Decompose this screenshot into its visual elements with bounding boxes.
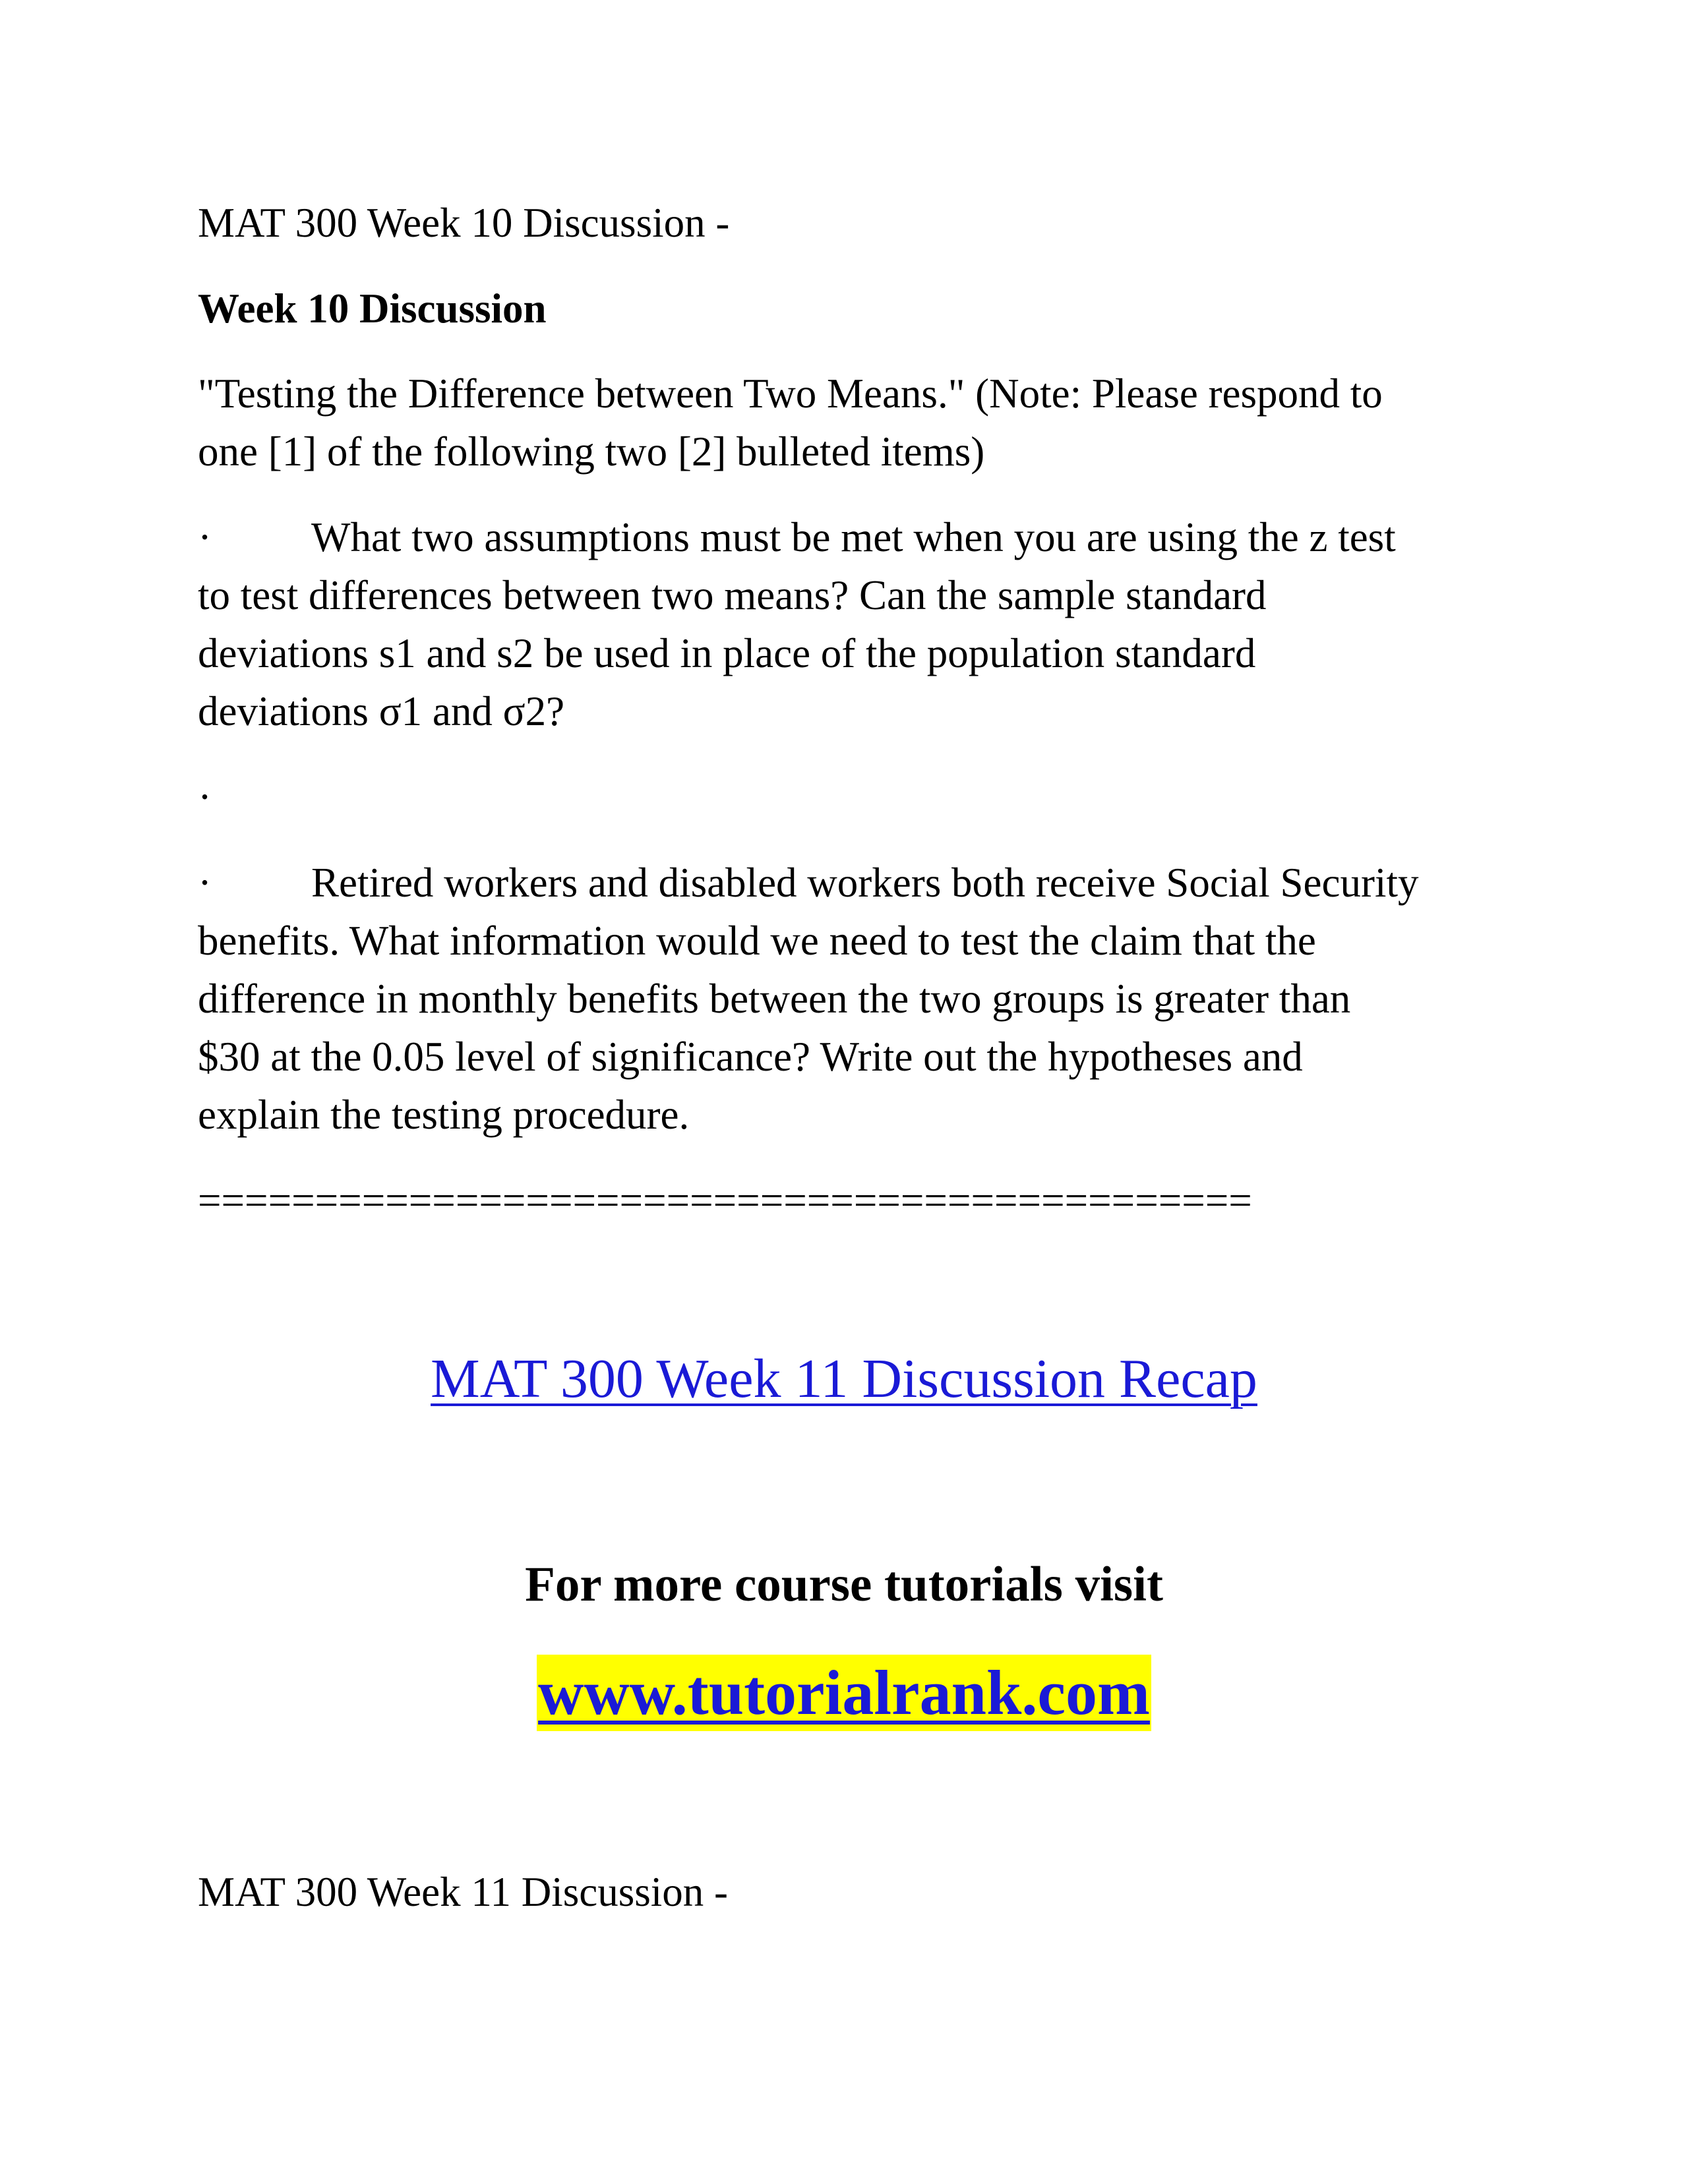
- promo-text: For more course tutorials visit: [525, 1557, 1163, 1612]
- bullet-1-line-3: deviations s1 and s2 be used in place of the population standard: [198, 630, 1256, 676]
- bullet-dot: ·: [198, 514, 212, 560]
- bullet-2-line-4: $30 at the 0.05 level of significance? Write out the hypotheses and: [198, 1034, 1303, 1080]
- bullet-dot: ·: [198, 860, 212, 906]
- bullet-1-line-2: to test differences between two means? Can the sample standard: [198, 572, 1267, 618]
- bullet-2-line-2: benefits. What information would we need to test the claim that the: [198, 918, 1316, 964]
- bullet-2-line-5: explain the testing procedure.: [198, 1092, 690, 1138]
- empty-bullet: ·: [198, 774, 212, 820]
- intro-line-1: "Testing the Difference between Two Means." (Note: Please respond to: [198, 370, 1383, 417]
- recap-link-row: [0, 1343, 1688, 1415]
- section-heading: Week 10 Discussion: [198, 285, 547, 332]
- bullet-2-line-1: [198, 854, 1418, 912]
- title-line: MAT 300 Week 10 Discussion -: [198, 200, 730, 246]
- bullet-1-text: What two assumptions must be met when you are using the z test: [311, 514, 1396, 560]
- bullet-2-line-3: difference in monthly benefits between the two groups is greater than: [198, 976, 1351, 1022]
- bullet-1-line-1: [198, 508, 1396, 566]
- bullet-2-text: Retired workers and disabled workers both receive Social Security: [311, 860, 1419, 906]
- site-link-row: [0, 1655, 1688, 1731]
- intro-line-2: one [1] of the following two [2] bulleted items): [198, 428, 985, 475]
- bullet-1-line-4: deviations σ1 and σ2?: [198, 688, 565, 734]
- recap-link[interactable]: MAT 300 Week 11 Discussion Recap: [431, 1348, 1257, 1409]
- site-link[interactable]: www.tutorialrank.com: [537, 1655, 1151, 1731]
- next-title-line: MAT 300 Week 11 Discussion -: [198, 1869, 728, 1915]
- divider-line: =============================================: [198, 1177, 1252, 1224]
